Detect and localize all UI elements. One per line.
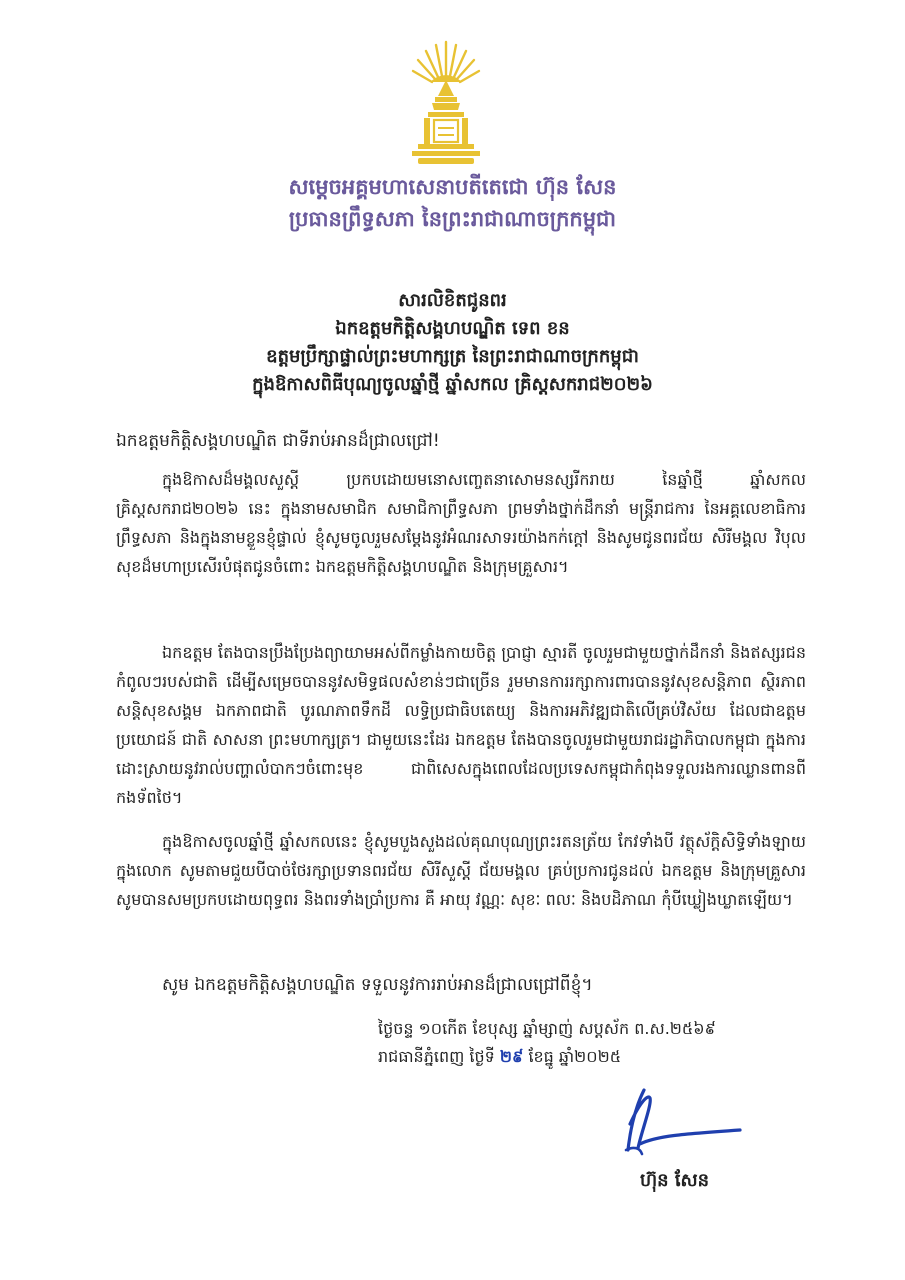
handwritten-day: ២៩ xyxy=(499,1047,524,1066)
signature-icon xyxy=(600,1084,750,1164)
paragraph-2-text: ឯកឧត្តម តែងបានប្រឹងប្រែងព្យាយាមអស់ពីកម្លាំងកាយចិត្ត ប្រាជ្ញា ស្មារតី ចូលរួមជាមួយថ្នាក់ដឹកនាំ និងឥស្សរជនកំពូលៗរបស់ជាតិ ដើម្បីសម្រេចបាននូវសមិទ្ធផលសំខាន់ៗជាច្រើន រួមមានការរក្សាការពារបាននូវសុខសន្តិភាព ស្ថិរភាព សន្តិសុខសង្គម ឯកភាពជាតិ បូរណភាពទឹកដី លទ្ធិប្រជាធិបតេយ្យ និងការអភិវឌ្ឍជាតិលើគ្រប់វិស័យ ដែលជាឧត្តមប្រយោជន៍ ជាតិ សាសនា ព្រះមហាក្សត្រ។ ជាមួយនេះដែរ ឯកឧត្តម តែងបានចូលរួមជាមួយរាជរដ្ឋាភិបាលកម្ពុជា ក្នុងការដោះស្រាយនូវរាល់បញ្ហាលំបាកៗចំពោះមុខ ជាពិសេសក្នុងពេលដែលប្រទេសកម្ពុជាកំពុងទទួលរងការឈ្លានពានពីកងទ័ពថៃ។ xyxy=(116,643,806,807)
paragraph-1-text: ក្នុងឱកាសដ៏មង្គលសួស្តី ប្រកបដោយមនោសញ្ចេតនាសោមនស្សរីករាយ នៃឆ្នាំថ្មី ឆ្នាំសកល គ្រិស្តសករាជ២០២៦ នេះ ក្នុងនាមសមាជិក សមាជិកាព្រឹទ្ធសភា ព្រមទាំងថ្នាក់ដឹកនាំ មន្ត្រីរាជការ នៃអគ្គលេខាធិការព្រឹទ្ធសភា និងក្នុងនាមខ្លួនខ្ញុំផ្ទាល់ ខ្ញុំសូមចូលរួមសម្តែងនូវអំណរសាទរយ៉ាងកក់ក្តៅ និងសូមជូនពរជ័យ សិរីមង្គល វិបុលសុខដ៏មហាប្រសើរបំផុតជូនចំពោះ ឯកឧត្តមកិត្តិសង្គហបណ្ឌិត និងក្រុមគ្រួសារ។ xyxy=(116,470,806,576)
month-year: ខែធ្នូ ឆ្នាំ២០២៥ xyxy=(528,1047,622,1066)
sender-position: ប្រធានព្រឹទ្ធសភា នៃព្រះរាជាណាចក្រកម្ពុជា xyxy=(288,207,617,231)
recipient-position: ឧត្តមប្រឹក្សាផ្ទាល់ព្រះមហាក្សត្រ នៃព្រះរាជាណាចក្រកម្ពុជា xyxy=(266,346,639,367)
salutation: ឯកឧត្តមកិត្តិសង្គហបណ្ឌិត ជាទីរាប់អានដ៏ជ្រាលជ្រៅ! xyxy=(116,431,440,451)
place-date xyxy=(378,1046,621,1070)
senate-emblem-icon xyxy=(408,36,484,168)
sender-name: សម្តេចអគ្គមហាសេនាបតីតេជោ ហ៊ុន សែន xyxy=(288,175,617,199)
occasion-line: ក្នុងឱកាសពិធីបុណ្យចូលឆ្នាំថ្មី ឆ្នាំសកល គ្រិស្តសករាជ២០២៦ xyxy=(252,374,653,395)
lunar-date: ថ្ងៃចន្ទ ១០កើត ខែបុស្ស ឆ្នាំម្សាញ់ សប្តស័ក ព.ស.២៥៦៩ xyxy=(378,1019,716,1038)
place-prefix: រាជធានីភ្នំពេញ ថ្ងៃទី xyxy=(378,1047,495,1066)
letter-title: សារលិខិតជូនពរ xyxy=(398,290,507,311)
paragraph-1 xyxy=(116,465,806,581)
closing-line: សូម ឯកឧត្តមកិត្តិសង្គហបណ្ឌិត ទទួលនូវការរាប់អានដ៏ជ្រាលជ្រៅពីខ្ញុំ។ xyxy=(162,975,593,995)
signer-name: ហ៊ុន សែន xyxy=(640,1170,710,1191)
recipient-name: ឯកឧត្តមកិត្តិសង្គហបណ្ឌិត ទេព ខន xyxy=(335,318,570,339)
paragraph-3 xyxy=(116,827,806,914)
paragraph-3-text: ក្នុងឱកាសចូលឆ្នាំថ្មី ឆ្នាំសកលនេះ ខ្ញុំសូមបួងសួងដល់គុណបុណ្យព្រះរតនត្រ័យ កែវទាំងបី វត្ថុស័ក្តិសិទ្ធិទាំងឡាយក្នុងលោក សូមតាមជួយបីបាច់ថែរក្សាប្រទានពរជ័យ សិរីសួស្តី ជ័យមង្គល គ្រប់ប្រការជូនដល់ ឯកឧត្តម និងក្រុមគ្រួសារ សូមបានសមប្រកបដោយពុទ្ធពរ និងពរទាំងប្រាំប្រការ គឺ អាយុ វណ្ណៈ សុខៈ ពលៈ និងបដិភាណ កុំបីឃ្លៀងឃ្លាតឡើយ។ xyxy=(116,832,806,909)
paragraph-2 xyxy=(116,638,806,812)
